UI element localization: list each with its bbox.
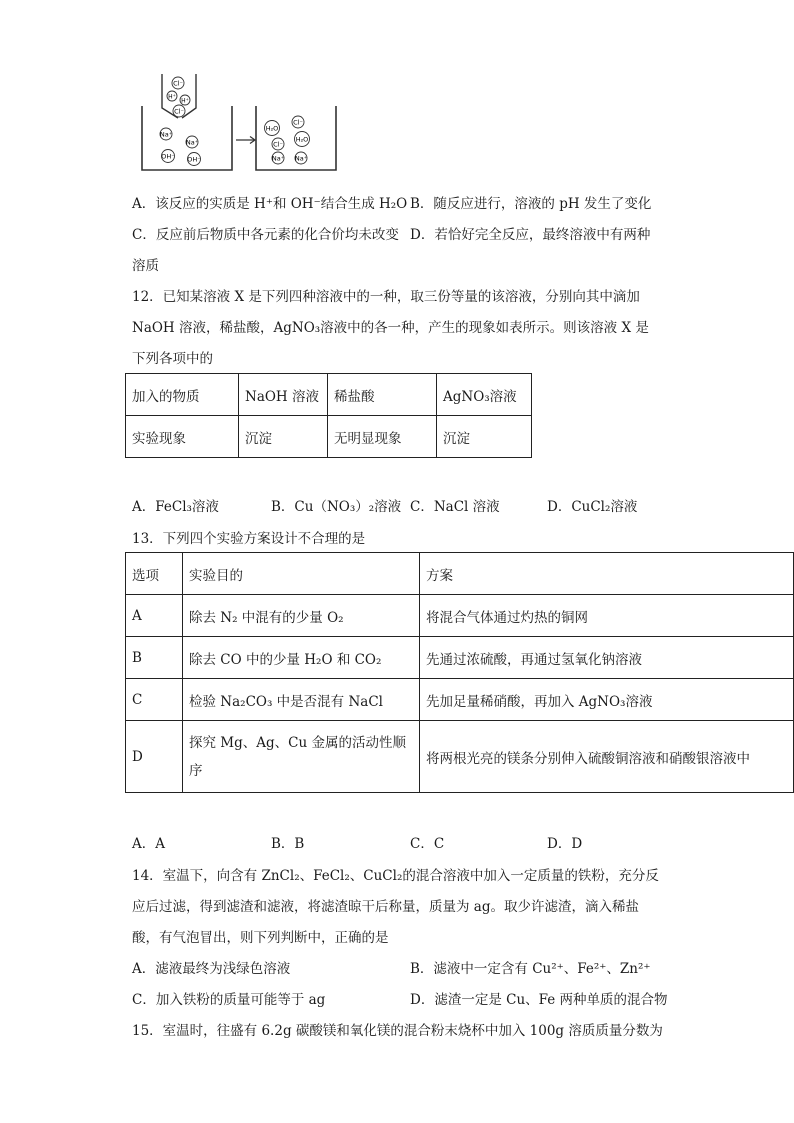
table-row	[126, 595, 794, 637]
table-row	[126, 374, 532, 416]
q13-option-d: D．D	[547, 836, 583, 852]
table-cell: 实验现象	[126, 416, 239, 458]
table-cell: 稀盐酸	[328, 374, 437, 416]
table-row	[126, 637, 794, 679]
table-cell: 先加足量稀硝酸，再加入 AgNO₃溶液	[420, 679, 794, 721]
q12-table	[125, 373, 532, 458]
q13-option-c: C．C	[410, 836, 445, 852]
table-row	[126, 721, 794, 793]
q14-stem-line1: 14．室温下，向含有 ZnCl₂、FeCl₂、CuCl₂的混合溶液中加入一定质量的铁粉，充分反	[132, 868, 659, 884]
q15-stem-line1: 15．室温时，往盛有 6.2g 碳酸镁和氧化镁的混合粉末烧杯中加入 100g 溶质质量分数为	[132, 1023, 663, 1039]
table-cell: 沉淀	[437, 416, 532, 458]
ion-label: Cl⁻	[174, 107, 184, 116]
q11-option-a: A．该反应的实质是 H⁺和 OH⁻结合生成 H₂O	[132, 196, 408, 212]
q11-option-d: D．若恰好完全反应，最终溶液中有两种	[410, 227, 651, 243]
q13-option-b: B．B	[271, 836, 305, 852]
q13-stem: 13．下列四个实验方案设计不合理的是	[132, 531, 366, 547]
table-cell: NaOH 溶液	[239, 374, 328, 416]
table-cell: C	[126, 679, 183, 721]
ion-label: Na⁺	[159, 130, 173, 139]
table-cell: 选项	[126, 553, 183, 595]
ion-label: Cl⁻	[173, 79, 183, 88]
table-cell: A	[126, 595, 183, 637]
ion-label: Na⁺	[271, 154, 285, 163]
table-cell: 方案	[420, 553, 794, 595]
q14-option-d: D．滤渣一定是 Cu、Fe 两种单质的混合物	[410, 992, 668, 1008]
table-cell: 无明显现象	[328, 416, 437, 458]
ion-label: Cl⁻	[293, 118, 303, 127]
q11-option-c: C．反应前后物质中各元素的化合价均未改变	[132, 227, 399, 243]
table-cell: 将混合气体通过灼热的铜网	[420, 595, 794, 637]
q14-option-a: A．滤液最终为浅绿色溶液	[132, 961, 291, 977]
q12-stem-line2: NaOH 溶液，稀盐酸，AgNO₃溶液中的各一种，产生的现象如表所示。则该溶液 X 是	[132, 320, 649, 336]
table-cell: 检验 Na₂CO₃ 中是否混有 NaCl	[183, 679, 420, 721]
q14-option-b: B．滤液中一定含有 Cu²⁺、Fe²⁺、Zn²⁺	[410, 961, 651, 977]
q14-option-c: C．加入铁粉的质量可能等于 ag	[132, 992, 326, 1008]
table-cell: 加入的物质	[126, 374, 239, 416]
q11-option-b: B．随反应进行，溶液的 pH 发生了变化	[410, 196, 652, 212]
cell-line: 序	[189, 762, 203, 779]
table-cell: 沉淀	[239, 416, 328, 458]
cell-line: 探究 Mg、Ag、Cu 金属的活动性顺	[189, 734, 406, 751]
ion-label: OH⁻	[187, 155, 201, 164]
ion-label: H₂O	[265, 124, 279, 133]
ion-label: Cl⁻	[273, 140, 283, 149]
ion-label: OH⁻	[161, 152, 175, 161]
table-cell: 实验目的	[183, 553, 420, 595]
q12-stem-line1: 12．已知某溶液 X 是下列四种溶液中的一种，取三份等量的该溶液，分别向其中滴加	[132, 289, 640, 305]
table-cell: B	[126, 637, 183, 679]
table-cell: 将两根光亮的镁条分别伸入硫酸铜溶液和硝酸银溶液中	[420, 721, 794, 793]
ion-label: Na⁺	[185, 138, 199, 147]
q12-option-a: A．FeCl₃溶液	[132, 499, 219, 515]
table-cell: D	[126, 721, 183, 793]
ion-label: H₂O	[295, 135, 309, 144]
reaction-figure	[138, 66, 338, 176]
table-cell: 除去 N₂ 中混有的少量 O₂	[183, 595, 420, 637]
q12-stem-line3: 下列各项中的	[132, 351, 213, 367]
ion-label: H⁺	[168, 93, 176, 101]
q12-option-d: D．CuCl₂溶液	[547, 499, 638, 515]
q11-option-d-cont: 溶质	[132, 258, 159, 274]
q14-stem-line2: 应后过滤，得到滤渣和滤液，将滤渣晾干后称量，质量为 ag。取少许滤渣，滴入稀盐	[132, 899, 639, 915]
q12-option-b: B．Cu（NO₃）₂溶液	[271, 499, 402, 515]
q12-option-c: C．NaCl 溶液	[410, 499, 500, 515]
table-cell: 先通过浓硫酸，再通过氢氧化钠溶液	[420, 637, 794, 679]
table-cell: 除去 CO 中的少量 H₂O 和 CO₂	[183, 637, 420, 679]
table-row	[126, 553, 794, 595]
q13-table	[125, 552, 794, 793]
ion-label: H⁺	[181, 97, 189, 105]
table-cell	[183, 721, 420, 793]
table-cell: AgNO₃溶液	[437, 374, 532, 416]
ion-label: Na⁺	[294, 154, 308, 163]
q14-stem-line3: 酸，有气泡冒出，则下列判断中，正确的是	[132, 930, 389, 946]
q13-option-a: A．A	[132, 836, 165, 852]
table-row	[126, 416, 532, 458]
table-row	[126, 679, 794, 721]
